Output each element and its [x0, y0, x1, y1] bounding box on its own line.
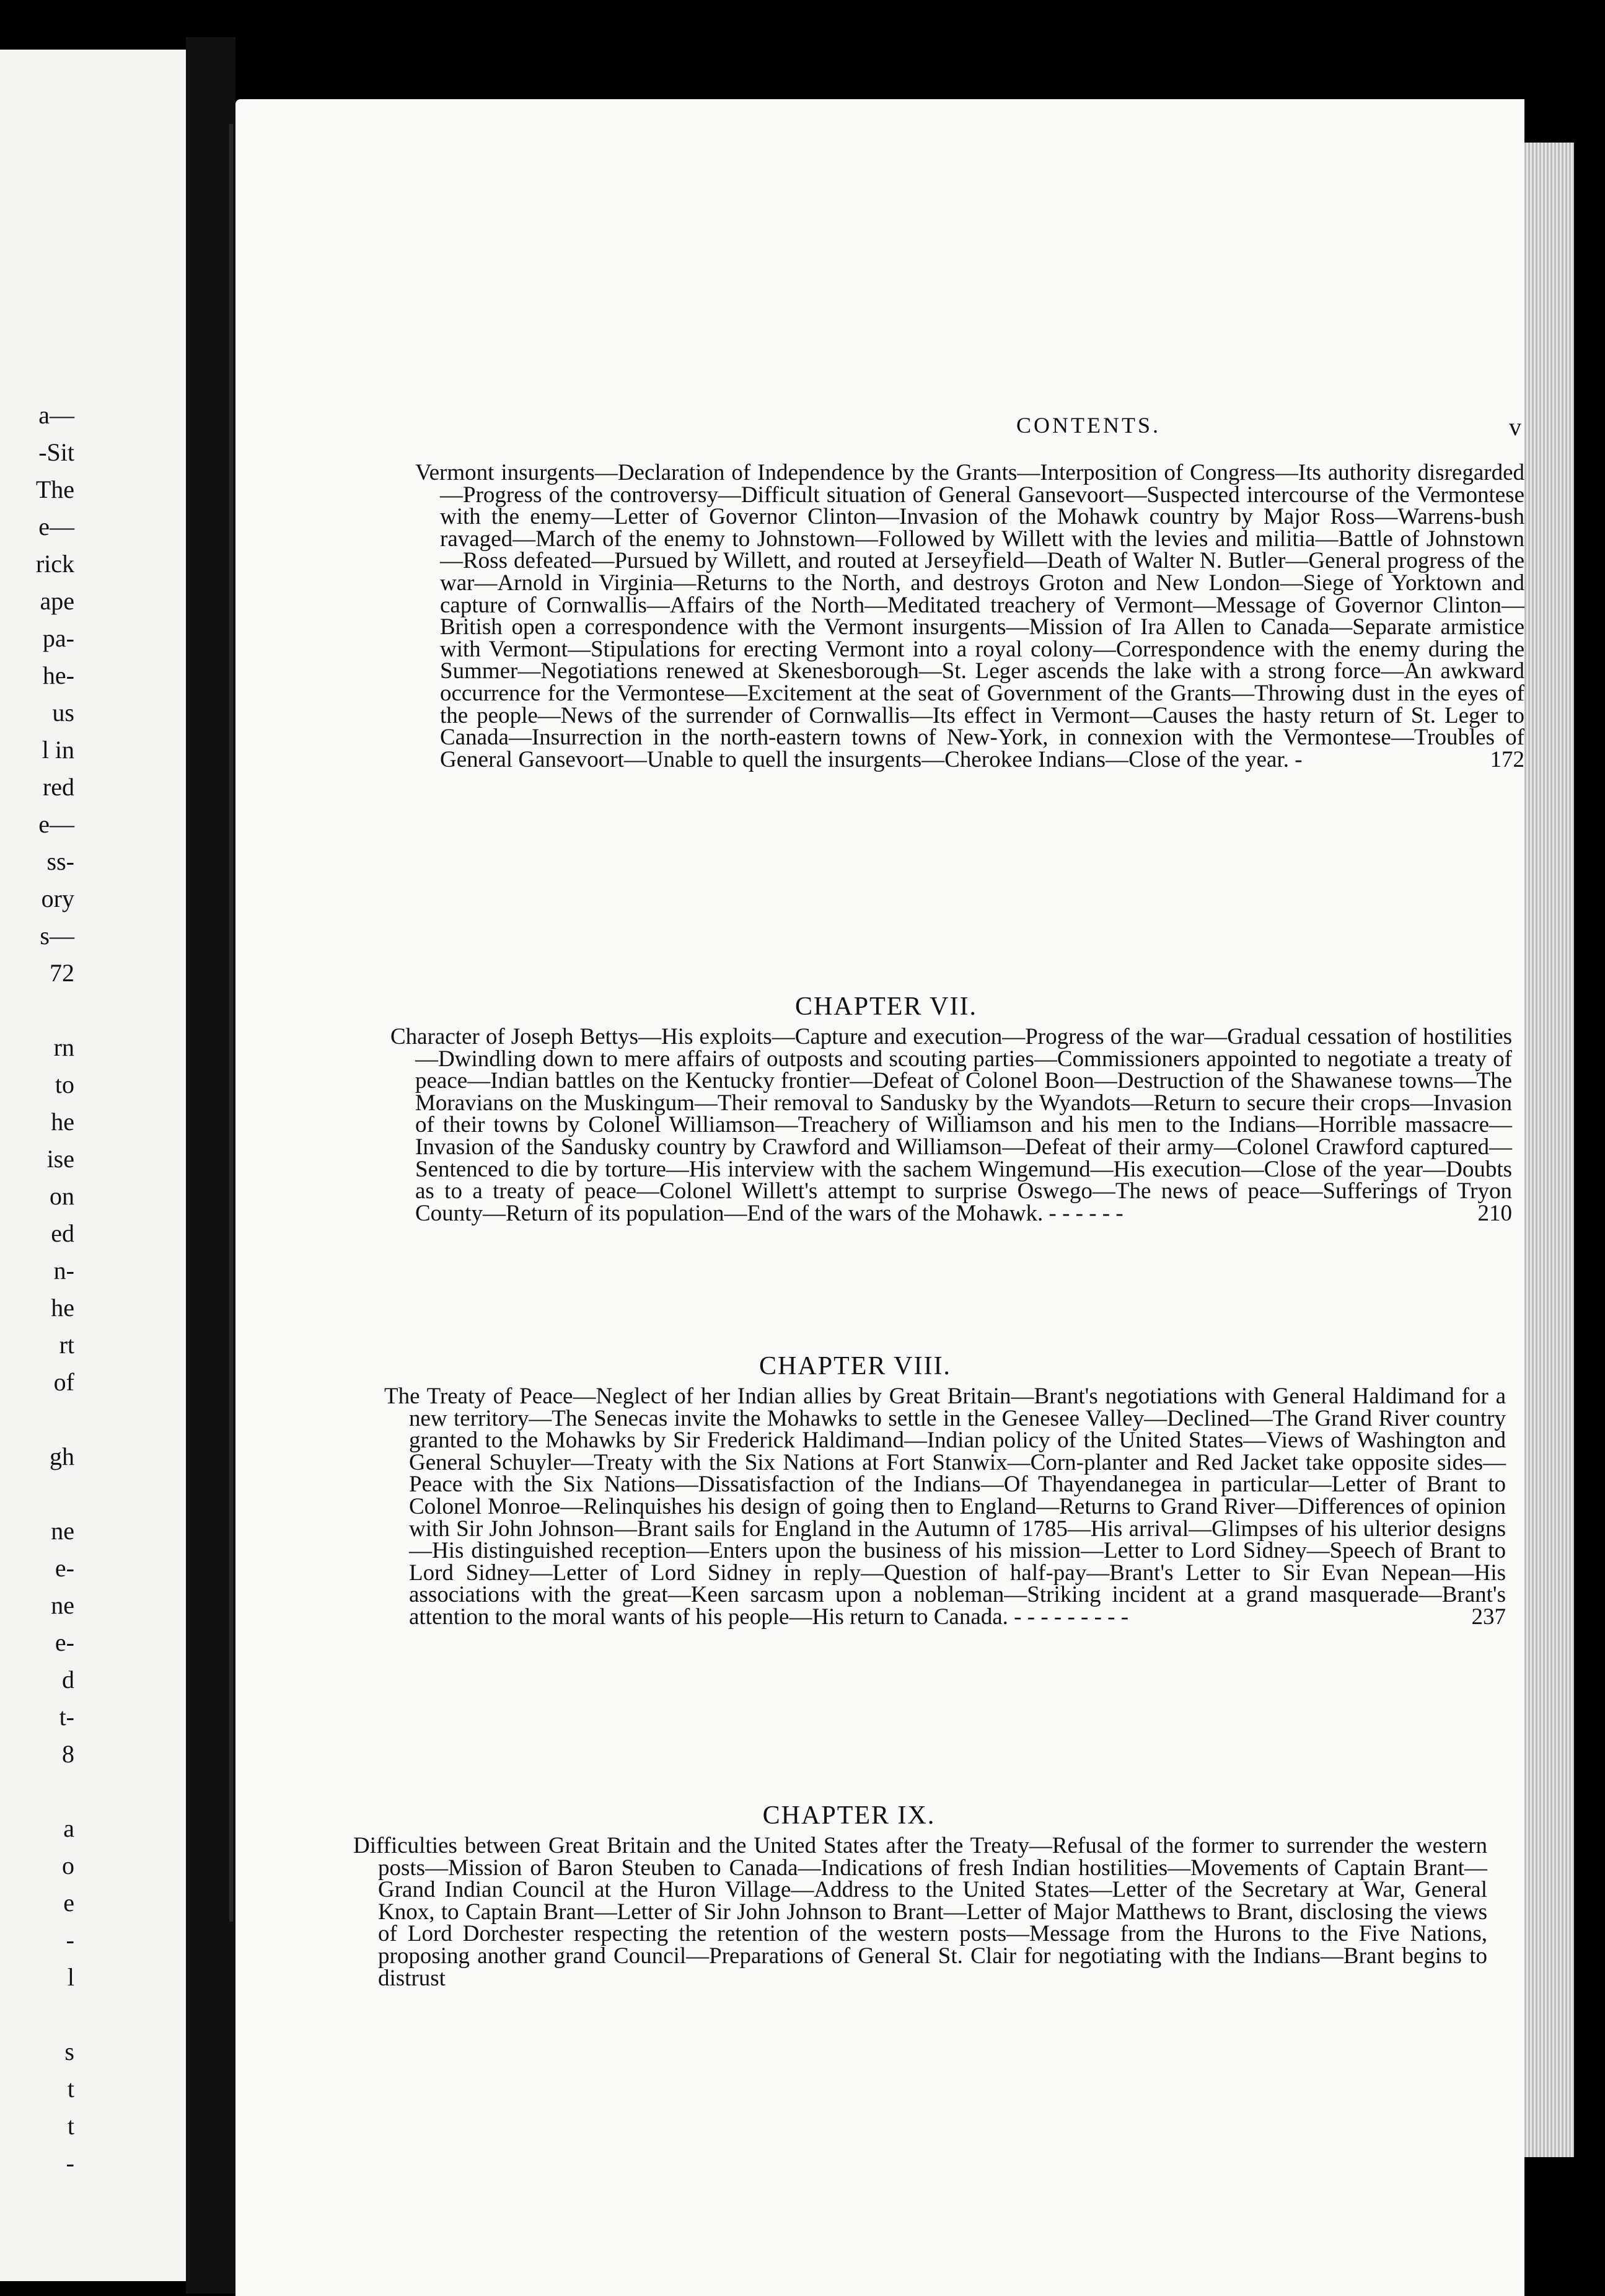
right-page [235, 99, 1524, 2296]
left-page-fragment: of [53, 1368, 74, 1396]
synopsis-text: Difficulties between Great Britain and the United States after the Treaty—Refusal of the former to surrender the western posts—Mission of Baron Steuben to Canada—Indications of fresh Indian hostilities—Movements of Captain Brant—Grand Indian Council at the Huron Village—Address to the United States—Letter of the Secretary at War, General Knox, to Captain Brant—Letter of Sir John Johnson to Brant—Letter of Major Matthews to Brant, disclosing the views of Lord Dorchester respecting the retention of the western posts—Message from the Hurons to the Five Nations, proposing another grand Council—Preparations of General St. Clair for negotiating with the Indians—Brant begins to distrust [353, 1833, 1487, 1991]
left-page-fragment: ne [51, 1591, 74, 1619]
left-page-fragment: e [63, 1889, 74, 1917]
page-reference: 237 [1471, 1604, 1506, 1630]
left-page-fragment: s— [40, 922, 74, 950]
left-page-fragment: pa- [42, 624, 74, 652]
left-page-fragment: a— [38, 401, 74, 429]
left-page-fragment: 8 [62, 1740, 74, 1768]
chapter-vii-synopsis: Character of Joseph Bettys—His exploits—Capture and execution—Progress of the war—Gradual cessation of hostilities—Dwindling down to mere affairs of outposts and scouting parties—Commissioners appointed to negotiate a treaty of peace—Indian battles on the Kentucky frontier—Defeat of Colonel Boon—Destruction of the Shawanese towns—The Moravians on the Muskingum—Their removal to Sandusky by the Wyandots—Return to secure their crops—Invasion of their towns by Colonel Williamson—Treachery of Williamson and his men to the Indians—Horrible massacre—Invasion of the Sandusky country by Crawford and Williamson—Defeat of their army—Colonel Crawford captured—Sentenced to die by torture—His interview with the sachem Wingemund—His execution—Close of the year—Doubts as to a treaty of peace—Colonel Willett's attempt to surprise Oswego—The news of peace—Sufferings of Tryon County—Return of its population—End of the wars of the Mohawk. - - - - - - 210 [390, 1024, 1512, 1226]
book-gutter [186, 37, 235, 2294]
left-page-fragment: t- [59, 1703, 74, 1731]
left-page-fragment: - [66, 1926, 74, 1954]
left-page-fragment: on [50, 1182, 74, 1210]
left-page-fragment: s [64, 2038, 74, 2065]
left-page-fragment: a [63, 1814, 74, 1842]
left-page-fragment [0, 1773, 74, 1810]
left-page-fragment: The [35, 475, 74, 503]
page-header [235, 412, 1524, 449]
left-page-fragment: d [62, 1666, 74, 1693]
chapter-heading: CHAPTER VII. [795, 992, 977, 1021]
chapter-ix-synopsis [353, 1835, 1487, 1989]
left-page-fragment: e— [38, 810, 74, 838]
left-page-fragment: to [55, 1071, 74, 1098]
left-page-fragment: l [67, 1963, 74, 1991]
left-page-fragment: he [51, 1294, 74, 1322]
page-reference: 210 [1477, 1200, 1512, 1226]
synopsis-text: The Treaty of Peace—Neglect of her Indian allies by Great Britain—Brant's negotiations with General Haldimand for a new territory—The Senecas invite the Mohawks to settle in the Genesee Valley—Declined—The Grand River country granted to the Mohawks by Sir Frederick Haldimand—Indian policy of the United States—Views of Washington and General Schuyler—Treaty with the Six Nations at Fort Stanwix—Corn-planter and Red Jacket take opposite sides—Peace with the Six Nations—Dissatisfaction of the Indians—Of Thayendanegea in particular—Letter of Brant to Colonel Monroe—Relinquishes his design of going then to England—Returns to Grand River—Differences of opinion with Sir John Johnson—Brant sails for England in the Autumn of 1785—His arrival—Glimpses of his ulterior designs—His distinguished reception—Enters upon the business of his mission—Letter to Lord Sidney—Speech of Brant to Lord Sidney—Letter of Lord Sidney in reply—Question of half-pay—Brant's Letter to Sir Evan Nepean—His associations with the great—Keen sarcasm upon a nobleman—Striking incident at a grand masquerade—Brant's attention to the moral wants of his people—His return to Canada. [384, 1384, 1506, 1630]
chapter-vi-synopsis: Vermont insurgents—Declaration of Independence by the Grants—Interposition of Congress—Its authority disregarded—Progress of the controversy—Difficult situation of General Gansevoort—Suspected intercourse of the Vermontese with the enemy—Letter of Governor Clinton—Invasion of the Mohawk country by Major Ross—Warrens-bush ravaged—March of the enemy to Johnstown—Followed by Willett with the levies and militia—Battle of Johnstown—Ross defeated—Pursued by Willett, and routed at Jerseyfield—Death of Walter N. Butler—General progress of the war—Arnold in Virginia—Returns to the North, and destroys Groton and New London—Siege of Yorktown and capture of Cornwallis—Affairs of the North—Meditated treachery of Vermont—Message of Governor Clinton—British open a correspondence with the Vermont insurgents—Mission of Ira Allen to Canada—Separate armistice with Vermont—Stipulations for erecting Vermont into a royal colony—Correspondence with the enemy during the Summer—Negotiations renewed at Skenesborough—St. Leger ascends the lake with a strong force—An awkward occurrence for the Vermontese—Excitement at the seat of Government of the Grants—Throwing dust in the eyes of the people—News of the surrender of Cornwallis—Its effect in Vermont—Causes the hasty return of St. Leger to Canada—Insurrection in the north-eastern towns of New-York, in connexion with the Vermontese—Troubles of General Gansevoort—Unable to quell the insurgents—Cherokee Indians—Close of the year. - 172 [415, 460, 1524, 772]
left-page-fragment [0, 992, 74, 1029]
chapter-heading: CHAPTER IX. [762, 1801, 936, 1830]
left-page-fragment [0, 2219, 74, 2256]
chapter-viii-synopsis: The Treaty of Peace—Neglect of her Indian allies by Great Britain—Brant's negotiations with General Haldimand for a new territory—The Senecas invite the Mohawks to settle in the Genesee Valley—Declined—The Grand River country granted to the Mohawks by Sir Frederick Haldimand—Indian policy of the United States—Views of Washington and General Schuyler—Treaty with the Six Nations at Fort Stanwix—Corn-planter and Red Jacket take opposite sides—Peace with the Six Nations—Dissatisfaction of the Indians—Of Thayendanegea in particular—Letter of Brant to Colonel Monroe—Relinquishes his design of going then to England—Returns to Grand River—Differences of opinion with Sir John Johnson—Brant sails for England in the Autumn of 1785—His arrival—Glimpses of his ulterior designs—His distinguished reception—Enters upon the business of his mission—Letter to Lord Sidney—Speech of Brant to Lord Sidney—Letter of Lord Sidney in reply—Question of half-pay—Brant's Letter to Sir Evan Nepean—His associations with the great—Keen sarcasm upon a nobleman—Striking incident at a grand masquerade—Brant's attention to the moral wants of his people—His return to Canada. - - - - - - - - - 237 [384, 1384, 1506, 1630]
left-page-fragment: red [42, 773, 74, 801]
left-page-fragment: -Sit [38, 438, 74, 466]
page-reference: 172 [1490, 746, 1524, 772]
left-page-fragment: e— [38, 513, 74, 541]
gutter-shadow [229, 124, 233, 1922]
running-head: CONTENTS. [1016, 413, 1161, 438]
left-page-fragment: rt [59, 1331, 74, 1359]
left-page-fragment: us [52, 699, 74, 726]
left-page-fragment: t [67, 2112, 74, 2140]
page-edges [1524, 143, 1574, 2157]
left-page-fragment: 72 [50, 959, 74, 987]
left-page-fragment: gh [50, 1442, 74, 1470]
left-page-fragment: ory [41, 885, 74, 912]
left-page-fragment [0, 1401, 74, 1438]
left-page-fragment: rick [35, 550, 74, 578]
synopsis-text: Character of Joseph Bettys—His exploits—Capture and execution—Progress of the war—Gradual cessation of hostilities—Dwindling down to mere affairs of outposts and scouting parties—Commissioners appointed to negotiate a treaty of peace—Indian battles on the Kentucky frontier—Defeat of Colonel Boon—Destruction of the Shawanese towns—The Moravians on the Muskingum—Their removal to Sandusky by the Wyandots—Return to secure their crops—Invasion of their towns by Colonel Williamson—Treachery of Williamson and his men to the Indians—Horrible massacre—Invasion of the Sandusky country by Crawford and Williamson—Defeat of their army—Colonel Crawford captured—Sentenced to die by torture—His interview with the sachem Wingemund—His execution—Close of the year—Doubts as to a treaty of peace—Colonel Willett's attempt to surprise Oswego—The news of peace—Sufferings of Tryon County—Return of its population—End of the wars of the Mohawk. [390, 1024, 1512, 1226]
left-page-fragment: ise [46, 1145, 74, 1173]
left-page-fragment: he [51, 1108, 74, 1136]
left-page-fragment [0, 1475, 74, 1512]
chapter-heading: CHAPTER VIII. [759, 1352, 951, 1380]
left-page [0, 50, 186, 2281]
left-page-fragment: ss- [46, 847, 74, 875]
left-page-fragment: n- [53, 1256, 74, 1284]
left-page-fragment: rn [53, 1033, 74, 1061]
left-page-fragment: e- [55, 1628, 74, 1656]
left-page-fragment: ne [51, 1517, 74, 1545]
left-page-fragment: e- [55, 1554, 74, 1582]
left-page-fragment: l in [42, 736, 74, 764]
left-page-fragment [0, 2182, 74, 2219]
left-page-fragment: o [62, 1852, 74, 1879]
left-page-text-fragments [0, 397, 74, 2256]
left-page-fragment [0, 1996, 74, 2033]
left-page-fragment: he- [42, 661, 74, 689]
left-page-fragment: ed [51, 1219, 74, 1247]
left-page-fragment: - [66, 2149, 74, 2177]
left-page-fragment: t [67, 2075, 74, 2103]
left-page-fragment: ape [40, 587, 74, 615]
synopsis-text: Vermont insurgents—Declaration of Independence by the Grants—Interposition of Congress—Its authority disregarded—Progress of the controversy—Difficult situation of General Gansevoort—Suspected intercourse of the Vermontese with the enemy—Letter of Governor Clinton—Invasion of the Mohawk country by Major Ross—Warrens-bush ravaged—March of the enemy to Johnstown—Followed by Willett with the levies and militia—Battle of Johnstown—Ross defeated—Pursued by Willett, and routed at Jerseyfield—Death of Walter N. Butler—General progress of the war—Arnold in Virginia—Returns to the North, and destroys Groton and New London—Siege of Yorktown and capture of Cornwallis—Affairs of the North—Meditated treachery of Vermont—Message of Governor Clinton—British open a correspondence with the Vermont insurgents—Mission of Ira Allen to Canada—Separate armistice with Vermont—Stipulations for erecting Vermont into a royal colony—Correspondence with the enemy during the Summer—Negotiations renewed at Skenesborough—St. Leger ascends the lake with a strong force—An awkward occurrence for the Vermontese—Excitement at the seat of Government of the Grants—Throwing dust in the eyes of the people—News of the surrender of Cornwallis—Its effect in Vermont—Causes the hasty return of St. Leger to Canada—Insurrection in the north-eastern towns of New-York, in connexion with the Vermontese—Troubles of General Gansevoort—Unable to quell the insurgents—Cherokee Indians—Close of the year. [415, 460, 1524, 772]
page-number: v [1509, 413, 1521, 441]
